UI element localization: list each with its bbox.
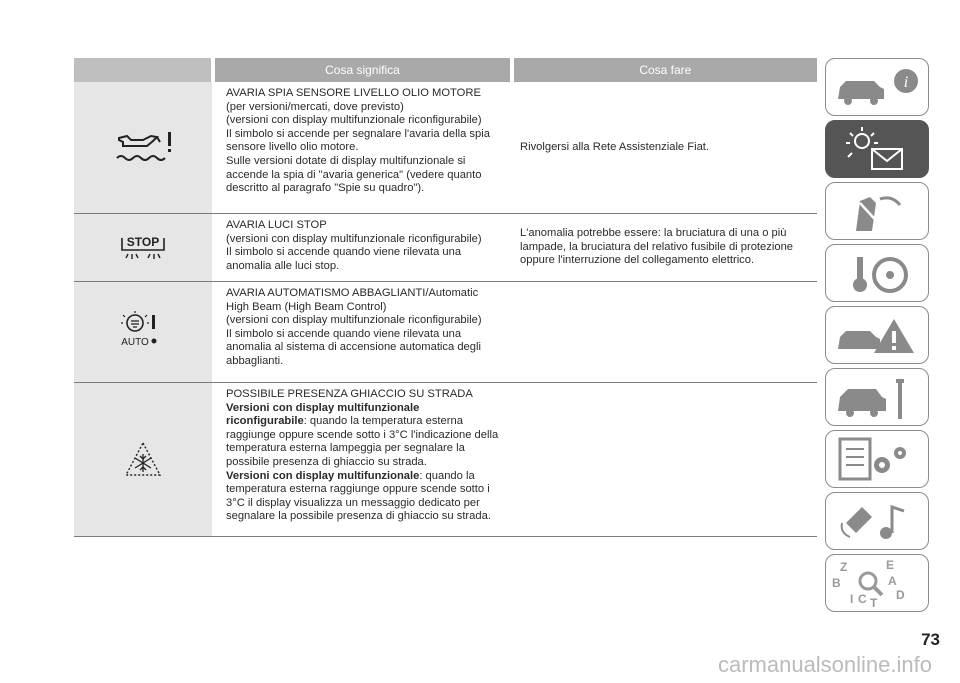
index-letter: C	[858, 592, 867, 606]
watermark: carmanualsonline.info	[717, 652, 932, 677]
table-row	[74, 82, 817, 214]
action-cell: Rivolgersi alla Rete Assistenziale Fiat.	[520, 140, 710, 153]
ice-warning-icon	[123, 440, 163, 480]
meaning-cell	[212, 383, 508, 536]
info-letter: i	[903, 74, 909, 91]
meaning-line: POSSIBILE PRESENZA GHIACCIO SU STRADA	[226, 388, 473, 400]
stop-label: STOP	[126, 234, 160, 249]
meaning-line: (versioni con display multifunzionale riconfigurabile)	[226, 114, 482, 127]
index-tab[interactable]	[825, 554, 929, 612]
warning-lights-message-icon	[826, 121, 930, 179]
icon-cell	[74, 214, 212, 281]
action-cell: L'anomalia potrebbe essere: la bruciatura di una o più lampade, la bruciatura del relativo fusibile di protezione oppure l'interruzione del collegamento elettrico.	[520, 227, 794, 267]
stop-lights-failure-icon	[118, 232, 168, 264]
bold-label: Versioni con display multifunzionale	[226, 469, 420, 482]
meaning-text: : quando la temperatura esterna raggiunge oppure scende sotto i 3°C l'indicazione della temperatura esterna lampeggia per segnalare la possibile presenza di ghiaccio su strada.	[226, 415, 499, 468]
meaning-cell	[212, 214, 508, 281]
meaning-line: AVARIA SPIA SENSORE LIVELLO OLIO MOTORE	[226, 87, 481, 99]
page-number: 73	[921, 630, 940, 649]
car-wrench-icon	[826, 369, 930, 427]
index-letter: T	[870, 596, 878, 610]
table-row	[74, 383, 817, 537]
airbag-seatbelt-icon	[826, 183, 930, 241]
key-steering-wheel-icon	[826, 245, 930, 303]
meaning-line: Il simbolo si accende quando viene rilevata una anomalia al sistema di accensione automatica degli abbaglianti.	[226, 327, 481, 367]
document-gears-icon	[826, 431, 930, 489]
car-info-icon	[826, 59, 930, 117]
meaning-line: AVARIA LUCI STOP	[226, 219, 327, 231]
meaning-line: Sulle versioni dotate di display multifunzionale si accende la spia di "avaria generica" (vedere quanto descritto al paragrafo "Spie su quadro").	[226, 154, 482, 195]
auto-label: AUTO	[121, 337, 149, 348]
satellite-music-icon	[826, 493, 930, 551]
table-row	[74, 282, 817, 383]
table-header	[74, 58, 817, 82]
warning-lights-table	[74, 58, 817, 537]
meaning-cell	[212, 282, 508, 382]
header-icon-column	[74, 58, 211, 82]
header-meaning: Cosa significa	[215, 58, 509, 82]
meaning-text: : quando la temperatura esterna raggiunge oppure scende sotto i 3°C il display visualizza un messaggio dedicato per segnalare la possibile presenza di ghiaccio su strada.	[226, 469, 491, 523]
meaning-line	[226, 402, 502, 470]
multimedia-tab[interactable]	[825, 492, 929, 550]
index-letter: I	[850, 592, 854, 606]
vehicle-info-tab[interactable]	[825, 58, 929, 116]
index-letter: E	[886, 558, 895, 572]
bold-label: Versioni con display multifunzionale riconfigurabile	[226, 401, 420, 428]
meaning-line: (versioni con display multifunzionale riconfigurabile)	[226, 232, 482, 245]
starting-driving-tab[interactable]	[825, 244, 929, 302]
index-letter: B	[832, 576, 841, 590]
action-cell	[508, 282, 817, 382]
warning-lights-tab[interactable]	[825, 120, 929, 178]
meaning-line: AVARIA AUTOMATISMO ABBAGLIANTI/Automatic High Beam (High Beam Control)	[226, 287, 479, 313]
oil-level-sensor-warning-icon	[113, 128, 173, 168]
meaning-line	[226, 470, 502, 524]
technical-data-tab[interactable]	[825, 430, 929, 488]
icon-cell	[74, 82, 212, 213]
action-cell	[508, 383, 817, 536]
index-letter: Z	[840, 560, 848, 574]
icon-cell	[74, 282, 212, 382]
meaning-cell	[212, 82, 508, 213]
alphabetical-index-icon	[826, 555, 930, 613]
maintenance-tab[interactable]	[825, 368, 929, 426]
meaning-line: Il simbolo si accende per segnalare l'avaria della spia sensore livello olio motore.	[226, 127, 490, 154]
meaning-line: (versioni con display multifunzionale riconfigurabile)	[226, 314, 482, 327]
header-action: Cosa fare	[514, 58, 817, 82]
index-letter: D	[896, 588, 905, 602]
emergency-tab[interactable]	[825, 306, 929, 364]
index-letter: A	[888, 574, 897, 588]
meaning-line: (per versioni/mercati, dove previsto)	[226, 100, 404, 113]
meaning-line: Il simbolo si accende quando viene rilevata una anomalia alle luci stop.	[226, 246, 462, 272]
icon-cell	[74, 383, 212, 536]
safety-tab[interactable]	[825, 182, 929, 240]
table-row	[74, 214, 817, 282]
auto-high-beam-failure-icon	[119, 311, 167, 353]
car-emergency-icon	[826, 307, 930, 365]
